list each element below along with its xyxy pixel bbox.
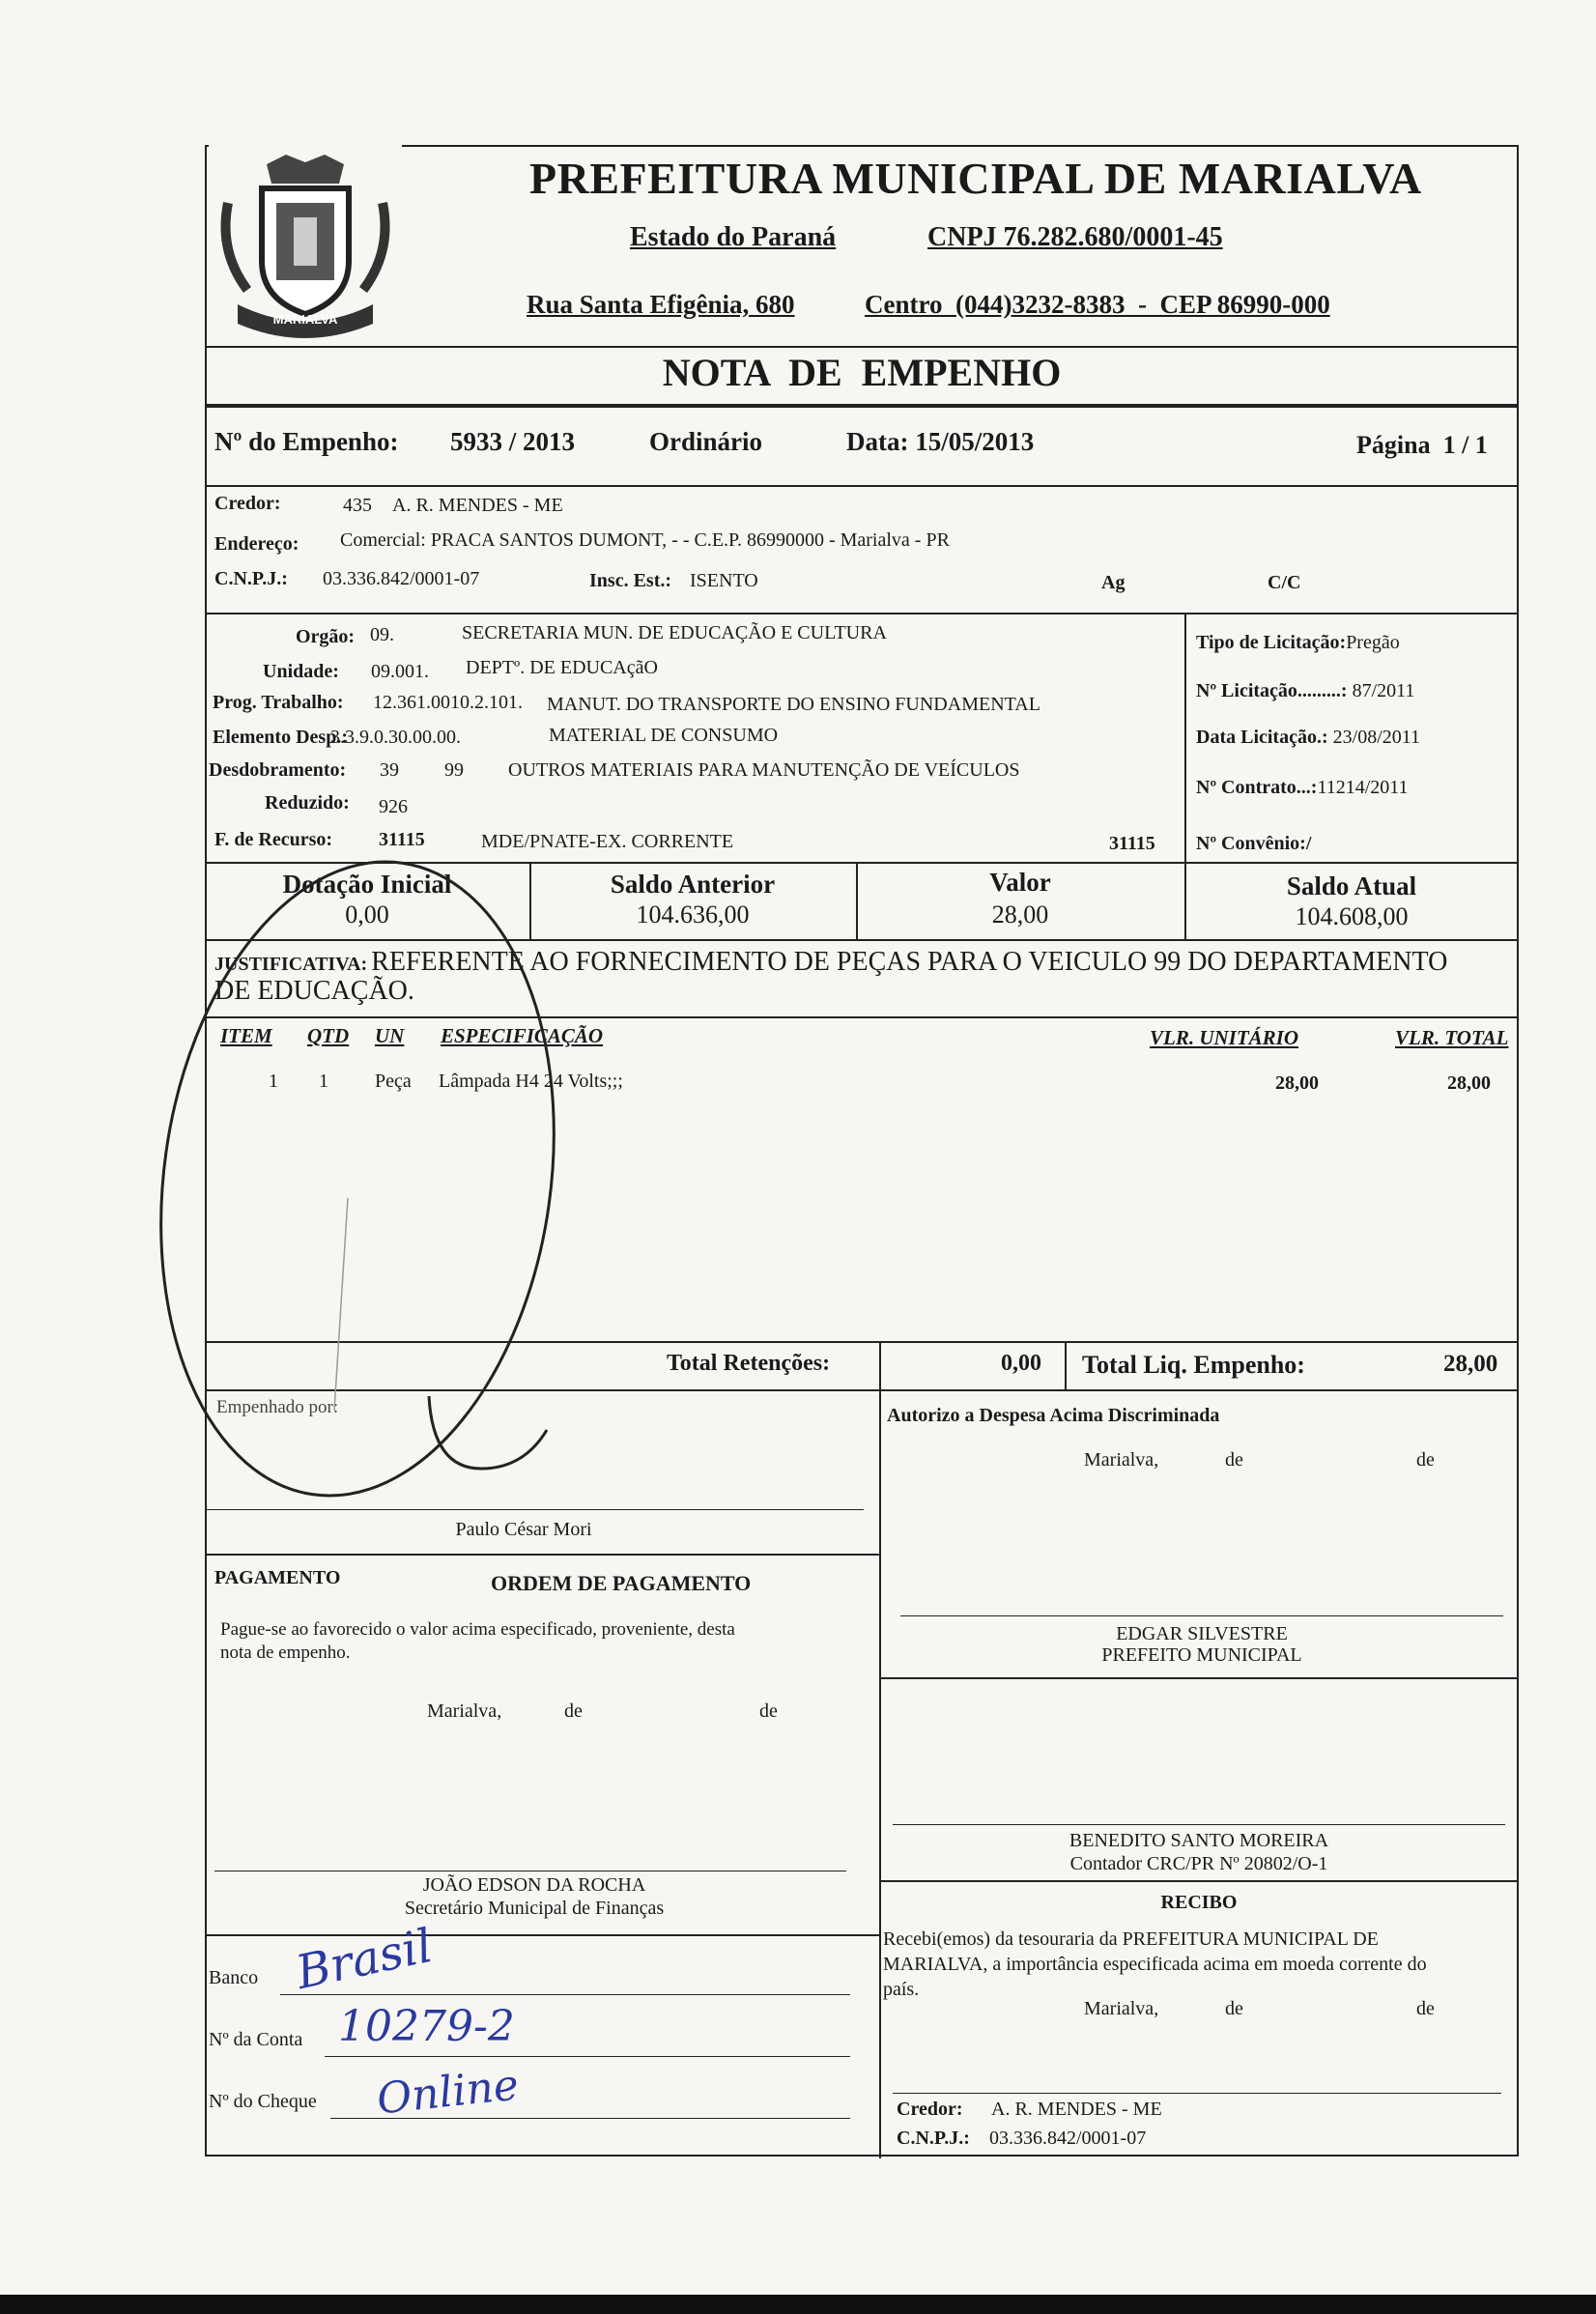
prog-cod: 12.361.0010.2.101. bbox=[373, 692, 523, 713]
dotacao-inicial-valor: 0,00 bbox=[345, 900, 389, 928]
col-qtd: QTD bbox=[307, 1024, 350, 1047]
credor-cc: C/C bbox=[1268, 572, 1301, 593]
orgao-cod: 09. bbox=[370, 624, 394, 645]
credor-cnpj: 03.336.842/0001-07 bbox=[323, 568, 480, 589]
licitacao-tipo: Tipo de Licitação:Pregão bbox=[1196, 632, 1400, 653]
total-liq-label: Total Liq. Empenho: bbox=[1082, 1351, 1305, 1379]
empenhado-por-label: Empenhado por: bbox=[216, 1397, 339, 1417]
item-vlr-total: 28,00 bbox=[1447, 1072, 1491, 1094]
fonte-label: F. de Recurso: bbox=[214, 829, 333, 850]
licitacao-data: Data Licitação.: 23/08/2011 bbox=[1196, 727, 1421, 748]
desd-nome: OUTROS MATERIAIS PARA MANUTENÇÃO DE VEÍCULOS bbox=[508, 759, 1020, 781]
item-especificacao: Lâmpada H4 24 Volts;;; bbox=[439, 1071, 623, 1092]
empenho-numero-label: Nº do Empenho: bbox=[214, 427, 399, 456]
desd-label: Desdobramento: bbox=[209, 759, 347, 781]
desd-cod1: 39 bbox=[380, 759, 399, 781]
justificativa-label: JUSTIFICATIVA: bbox=[214, 954, 368, 975]
empenhado-nome: Paulo César Mori bbox=[455, 1519, 592, 1540]
empenho-numero: 5933 / 2013 bbox=[450, 427, 576, 456]
recibo-local: Marialva, bbox=[1084, 1998, 1159, 2019]
handwritten-circle-mark bbox=[126, 850, 628, 1527]
credor-insc: ISENTO bbox=[690, 570, 758, 591]
secretario-cargo: Secretário Municipal de Finanças bbox=[404, 1898, 665, 1919]
header-title: PREFEITURA MUNICIPAL DE MARIALVA bbox=[529, 154, 1422, 203]
scan-bottom-edge bbox=[0, 2295, 1596, 2314]
autorizo-texto: Autorizo a Despesa Acima Discriminada bbox=[887, 1405, 1220, 1426]
empenho-tipo: Ordinário bbox=[649, 427, 763, 456]
credor-ag: Ag bbox=[1101, 572, 1126, 593]
reduzido-valor: 926 bbox=[379, 796, 408, 817]
empenho-data: Data: 15/05/2013 bbox=[846, 427, 1035, 456]
contador-nome: BENEDITO SANTO MOREIRA bbox=[1069, 1830, 1329, 1851]
prefeito-nome: EDGAR SILVESTRE bbox=[1116, 1623, 1288, 1644]
credor-cnpj-label: C.N.P.J.: bbox=[214, 568, 288, 589]
fonte-cod: 31115 bbox=[379, 829, 425, 850]
autorizo-local: Marialva, bbox=[1084, 1449, 1159, 1471]
reduzido-label: Reduzido: bbox=[265, 792, 350, 814]
pague-se-linha2: nota de empenho. bbox=[220, 1643, 351, 1663]
header-contato: Centro (044)3232-8383 - CEP 86990-000 bbox=[865, 290, 1330, 319]
autorizo-de-1: de bbox=[1225, 1449, 1243, 1471]
fonte-nome: MDE/PNATE-EX. CORRENTE bbox=[481, 831, 734, 852]
item-vlr-unitario: 28,00 bbox=[1275, 1072, 1319, 1094]
handwritten-conta: 10279-2 bbox=[338, 2002, 515, 2051]
total-liq-valor: 28,00 bbox=[1443, 1351, 1498, 1377]
unidade-nome: DEPTº. DE EDUCAçãO bbox=[466, 657, 658, 678]
item-qtd: 1 bbox=[319, 1071, 328, 1092]
col-un: UN bbox=[375, 1024, 405, 1047]
total-retencoes-valor: 0,00 bbox=[1001, 1351, 1041, 1376]
credor-endereco-label: Endereço: bbox=[214, 533, 299, 555]
pagamento-local: Marialva, bbox=[427, 1700, 502, 1722]
header-estado: Estado do Paraná bbox=[630, 222, 837, 252]
handwritten-banco: Brasil bbox=[291, 1918, 438, 2001]
recibo-credor-label: Credor: bbox=[897, 2099, 963, 2120]
licitacao-contrato: Nº Contrato...:11214/2011 bbox=[1196, 777, 1409, 798]
total-retencoes-label: Total Retenções: bbox=[667, 1351, 831, 1376]
coat-of-arms-seal bbox=[209, 145, 402, 338]
header-endereco: Rua Santa Efigênia, 680 bbox=[527, 290, 795, 319]
doc-title: NOTA DE EMPENHO bbox=[662, 351, 1062, 394]
credor-label: Credor: bbox=[214, 493, 281, 514]
dotacao-inicial-label: Dotação Inicial bbox=[282, 870, 452, 899]
item-un: Peça bbox=[375, 1071, 412, 1092]
recibo-linha3: país. bbox=[883, 1979, 920, 2000]
recibo-de-1: de bbox=[1225, 1998, 1243, 2019]
recibo-cnpj: 03.336.842/0001-07 bbox=[989, 2128, 1147, 2149]
credor-codigo: 435 bbox=[343, 495, 372, 516]
orgao-nome: SECRETARIA MUN. DE EDUCAÇÃO E CULTURA bbox=[462, 622, 887, 643]
pagamento-label: PAGAMENTO bbox=[214, 1567, 341, 1588]
valor-label: Valor bbox=[989, 868, 1051, 897]
cheque-label: Nº do Cheque bbox=[209, 2091, 317, 2112]
desd-cod2: 99 bbox=[444, 759, 464, 781]
ordem-pagamento-label: ORDEM DE PAGAMENTO bbox=[491, 1571, 752, 1595]
saldo-atual-valor: 104.608,00 bbox=[1295, 902, 1409, 930]
recibo-linha1: Recebi(emos) da tesouraria da PREFEITURA MUNICIPAL DE bbox=[883, 1928, 1379, 1950]
saldo-atual-label: Saldo Atual bbox=[1286, 871, 1417, 900]
justificativa-texto2: DE EDUCAÇÃO. bbox=[214, 976, 414, 1006]
unidade-cod: 09.001. bbox=[371, 661, 429, 682]
orgao-label: Orgão: bbox=[296, 626, 356, 647]
recibo-cnpj-label: C.N.P.J.: bbox=[897, 2128, 970, 2149]
pague-se-linha1: Pague-se ao favorecido o valor acima especificado, proveniente, desta bbox=[220, 1619, 735, 1640]
contador-cargo: Contador CRC/PR Nº 20802/O-1 bbox=[1069, 1853, 1328, 1874]
recibo-de-2: de bbox=[1416, 1998, 1435, 2019]
secretario-nome: JOÃO EDSON DA ROCHA bbox=[422, 1874, 646, 1896]
fonte-num: 31115 bbox=[1109, 833, 1155, 854]
conta-label: Nº da Conta bbox=[209, 2029, 303, 2050]
licitacao-convenio: Nº Convênio:/ bbox=[1196, 833, 1312, 854]
pagamento-de-1: de bbox=[564, 1700, 583, 1722]
col-especificacao: ESPECIFICAÇÃO bbox=[441, 1024, 604, 1047]
header-cnpj: CNPJ 76.282.680/0001-45 bbox=[927, 222, 1223, 252]
empenho-pagina: Página 1 / 1 bbox=[1356, 431, 1488, 459]
recibo-titulo: RECIBO bbox=[1160, 1892, 1238, 1913]
elem-nome: MATERIAL DE CONSUMO bbox=[549, 725, 779, 746]
recibo-linha2: MARIALVA, a importância especificada acima em moeda corrente do bbox=[883, 1954, 1427, 1975]
saldo-anterior-label: Saldo Anterior bbox=[610, 870, 776, 899]
seal-banner-text: MARIALVA bbox=[272, 312, 338, 327]
saldo-anterior-valor: 104.636,00 bbox=[636, 900, 750, 928]
col-item: ITEM bbox=[220, 1024, 272, 1047]
prog-nome: MANUT. DO TRANSPORTE DO ENSINO FUNDAMENTAL bbox=[547, 694, 1040, 715]
handwritten-cheque: Online bbox=[374, 2060, 522, 2125]
prefeito-cargo: PREFEITO MUNICIPAL bbox=[1101, 1644, 1302, 1666]
autorizo-de-2: de bbox=[1416, 1449, 1435, 1471]
prog-label: Prog. Trabalho: bbox=[213, 692, 344, 713]
licitacao-numero: Nº Licitação.........: 87/2011 bbox=[1196, 680, 1415, 701]
col-vlr-total: VLR. TOTAL bbox=[1395, 1026, 1509, 1049]
credor-insc-label: Insc. Est.: bbox=[589, 570, 672, 591]
elem-cod: 3.3.9.0.30.00.00. bbox=[330, 727, 461, 748]
elem-label: Elemento Desp.: bbox=[213, 727, 348, 748]
justificativa-texto1: REFERENTE AO FORNECIMENTO DE PEÇAS PARA O VEICULO 99 DO DEPARTAMENTO bbox=[371, 947, 1448, 977]
credor-endereco: Comercial: PRACA SANTOS DUMONT, - - C.E.P. 86990000 - Marialva - PR bbox=[340, 529, 950, 551]
banco-label: Banco bbox=[209, 1967, 259, 1988]
unidade-label: Unidade: bbox=[263, 661, 339, 682]
col-vlr-unitario: VLR. UNITÁRIO bbox=[1150, 1026, 1299, 1049]
pagamento-de-2: de bbox=[759, 1700, 778, 1722]
credor-nome: A. R. MENDES - ME bbox=[392, 495, 563, 516]
recibo-credor-nome: A. R. MENDES - ME bbox=[991, 2099, 1162, 2120]
valor-valor: 28,00 bbox=[991, 900, 1049, 928]
item-numero: 1 bbox=[269, 1071, 278, 1092]
